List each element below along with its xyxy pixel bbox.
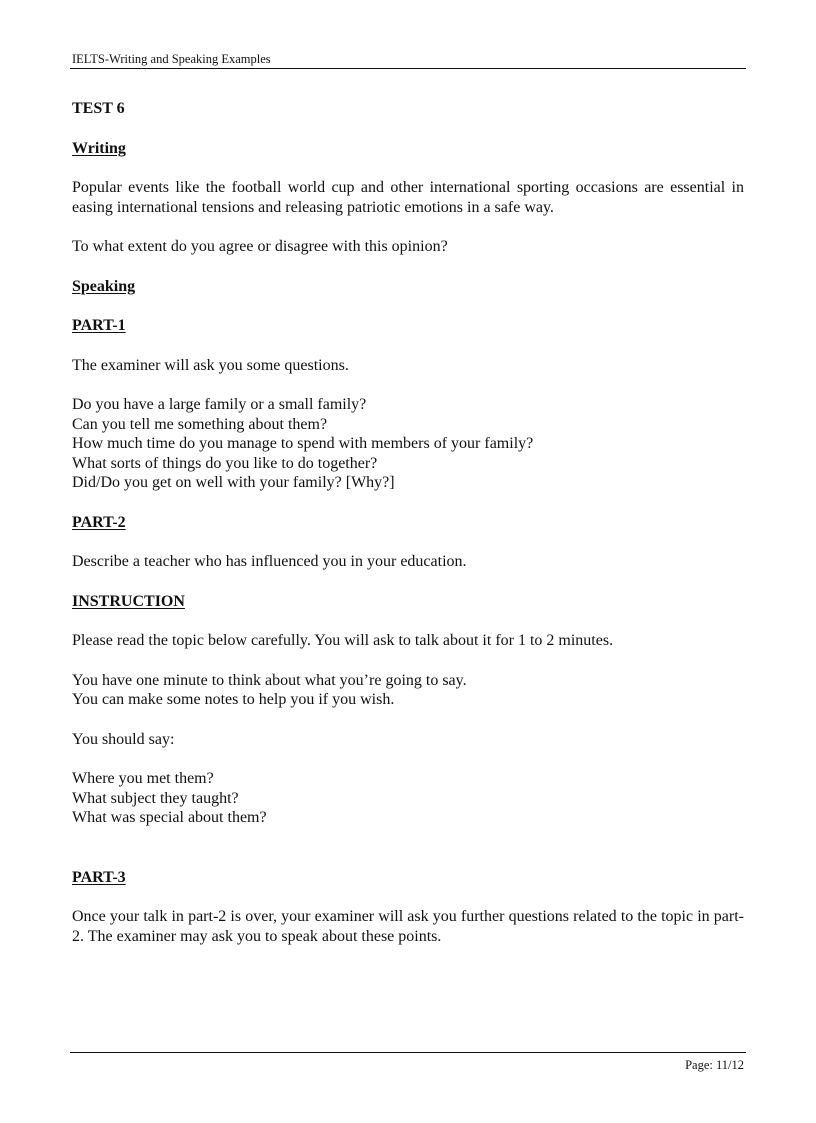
running-header: IELTS-Writing and Speaking Examples bbox=[72, 52, 271, 66]
footer-rule bbox=[70, 1052, 746, 1053]
part2-topic: Describe a teacher who has influenced you in your education. bbox=[72, 553, 467, 570]
header-rule bbox=[70, 68, 746, 69]
should-say-label: You should say: bbox=[72, 730, 175, 748]
page-number: Page: 11/12 bbox=[685, 1058, 744, 1072]
list-item: Did/Do you get on well with your family? [Why?] bbox=[72, 474, 395, 491]
page-body bbox=[72, 99, 744, 946]
list-item: What was special about them? bbox=[72, 809, 267, 826]
instruction-notes bbox=[72, 671, 744, 710]
list-item: What subject they taught? bbox=[72, 789, 239, 807]
part1-heading: PART-1 bbox=[72, 317, 126, 334]
should-say-list bbox=[72, 769, 744, 828]
part2-heading: PART-2 bbox=[72, 513, 126, 531]
list-item: Do you have a large family or a small family? bbox=[72, 396, 367, 413]
instruction-line-1: Please read the topic below carefully. You will ask to talk about it for 1 to 2 minutes. bbox=[72, 632, 614, 649]
instruction-line-2: You have one minute to think about what you’re going to say. bbox=[72, 671, 467, 689]
list-item: How much time do you manage to spend with members of your family? bbox=[72, 435, 534, 452]
test-title: TEST 6 bbox=[72, 100, 125, 117]
part1-question-list bbox=[72, 395, 744, 493]
writing-question: To what extent do you agree or disagree with this opinion? bbox=[72, 238, 448, 255]
speaking-heading: Speaking bbox=[72, 277, 136, 295]
list-item: Where you met them? bbox=[72, 770, 214, 787]
list-item: What sorts of things do you like to do together? bbox=[72, 454, 378, 472]
part3-heading: PART-3 bbox=[72, 868, 126, 886]
instruction-heading: INSTRUCTION bbox=[72, 592, 185, 610]
writing-prompt: Popular events like the football world cup and other international sporting occasions are essential in easing international tensions and releasing patriotic emotions in a safe way. bbox=[72, 179, 744, 216]
writing-heading: Writing bbox=[72, 139, 126, 157]
part1-intro: The examiner will ask you some questions. bbox=[72, 356, 349, 374]
part3-text: Once your talk in part-2 is over, your examiner will ask you further questions related to the topic in part-2. The examiner may ask you to speak about these points. bbox=[72, 908, 744, 945]
list-item: Can you tell me something about them? bbox=[72, 415, 328, 433]
instruction-line-3: You can make some notes to help you if you wish. bbox=[72, 691, 395, 708]
